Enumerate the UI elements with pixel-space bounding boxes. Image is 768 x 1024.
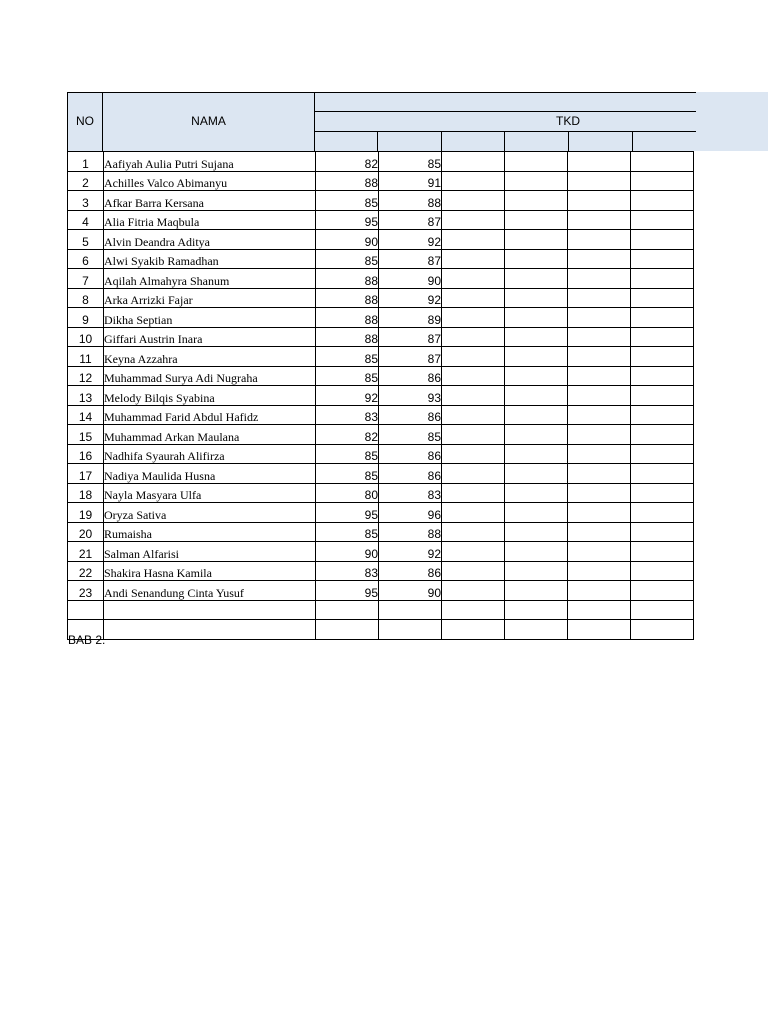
empty-cell[interactable] — [442, 152, 505, 172]
table-row — [68, 386, 694, 406]
score-cell-1[interactable]: 85 — [316, 444, 379, 464]
table-row — [68, 327, 694, 347]
empty-cell[interactable] — [442, 405, 505, 425]
empty-cell[interactable] — [568, 249, 631, 269]
score-cell-1[interactable]: 83 — [316, 561, 379, 581]
table-row — [68, 464, 694, 484]
header-line-col3 — [441, 131, 442, 151]
row-number[interactable]: 13 — [68, 386, 104, 406]
table-row — [68, 288, 694, 308]
empty-cell[interactable] — [568, 191, 631, 211]
score-cell-2[interactable]: 85 — [379, 425, 442, 445]
empty-cell[interactable] — [505, 347, 568, 367]
empty-cell[interactable] — [442, 230, 505, 250]
row-number[interactable]: 9 — [68, 308, 104, 328]
empty-cell[interactable] — [631, 366, 694, 386]
empty-cell[interactable] — [442, 581, 505, 601]
empty-cell[interactable] — [631, 464, 694, 484]
row-number[interactable]: 23 — [68, 581, 104, 601]
empty-cell[interactable] — [442, 561, 505, 581]
score-cell-1[interactable]: 82 — [316, 152, 379, 172]
table-row — [68, 600, 694, 620]
score-cell-1[interactable]: 85 — [316, 522, 379, 542]
student-name[interactable]: Dikha Septian — [104, 308, 316, 328]
empty-cell[interactable] — [505, 503, 568, 523]
student-name[interactable]: Giffari Austrin Inara — [104, 327, 316, 347]
table-row — [68, 503, 694, 523]
empty-cell[interactable] — [505, 249, 568, 269]
header-line-sub — [314, 131, 696, 132]
score-cell-1[interactable]: 83 — [316, 405, 379, 425]
empty-cell[interactable] — [631, 483, 694, 503]
score-cell-2[interactable]: 90 — [379, 581, 442, 601]
student-name[interactable]: Nadhifa Syaurah Alifirza — [104, 444, 316, 464]
score-cell-2[interactable]: 96 — [379, 503, 442, 523]
empty-cell[interactable] — [568, 347, 631, 367]
student-name[interactable]: Arka Arrizki Fajar — [104, 288, 316, 308]
row-number[interactable]: 19 — [68, 503, 104, 523]
empty-cell[interactable] — [505, 386, 568, 406]
student-name[interactable]: Keyna Azzahra — [104, 347, 316, 367]
empty-cell[interactable] — [505, 210, 568, 230]
score-cell-2[interactable]: 88 — [379, 191, 442, 211]
score-cell-2[interactable]: 87 — [379, 210, 442, 230]
empty-cell[interactable] — [631, 425, 694, 445]
empty-cell[interactable] — [442, 171, 505, 191]
empty-cell[interactable] — [442, 600, 505, 620]
student-name[interactable]: Andi Senandung Cinta Yusuf — [104, 581, 316, 601]
table-row — [68, 444, 694, 464]
header-line-mid — [314, 111, 696, 112]
empty-cell[interactable] — [505, 483, 568, 503]
empty-cell[interactable] — [631, 620, 694, 640]
table-row — [68, 308, 694, 328]
score-cell-2[interactable]: 87 — [379, 347, 442, 367]
row-number[interactable]: 16 — [68, 444, 104, 464]
table-row — [68, 542, 694, 562]
empty-cell[interactable] — [505, 366, 568, 386]
score-cell-1[interactable]: 88 — [316, 269, 379, 289]
table-row — [68, 620, 694, 640]
student-name[interactable]: Oryza Sativa — [104, 503, 316, 523]
table-row — [68, 230, 694, 250]
table-row — [68, 210, 694, 230]
score-cell-2[interactable]: 92 — [379, 542, 442, 562]
empty-cell[interactable] — [631, 308, 694, 328]
empty-cell[interactable] — [505, 230, 568, 250]
student-name[interactable]: Salman Alfarisi — [104, 542, 316, 562]
score-cell-1[interactable] — [316, 600, 379, 620]
empty-cell[interactable] — [631, 210, 694, 230]
empty-cell[interactable] — [505, 444, 568, 464]
empty-cell[interactable] — [568, 366, 631, 386]
empty-cell[interactable] — [505, 405, 568, 425]
score-cell-2[interactable]: 86 — [379, 561, 442, 581]
row-number[interactable]: 11 — [68, 347, 104, 367]
empty-cell[interactable] — [442, 386, 505, 406]
empty-cell[interactable] — [631, 561, 694, 581]
empty-cell[interactable] — [442, 249, 505, 269]
empty-cell[interactable] — [505, 542, 568, 562]
empty-cell[interactable] — [505, 288, 568, 308]
score-cell-2[interactable]: 90 — [379, 269, 442, 289]
score-cell-1[interactable]: 95 — [316, 581, 379, 601]
row-number[interactable] — [68, 600, 104, 620]
row-number[interactable]: 15 — [68, 425, 104, 445]
empty-cell[interactable] — [568, 444, 631, 464]
empty-cell[interactable] — [568, 405, 631, 425]
empty-cell[interactable] — [505, 464, 568, 484]
score-cell-2[interactable] — [379, 600, 442, 620]
table-row — [68, 269, 694, 289]
empty-cell[interactable] — [505, 522, 568, 542]
row-number[interactable]: 3 — [68, 191, 104, 211]
empty-cell[interactable] — [568, 425, 631, 445]
empty-cell[interactable] — [631, 503, 694, 523]
empty-cell[interactable] — [505, 600, 568, 620]
row-number[interactable]: 8 — [68, 288, 104, 308]
empty-cell[interactable] — [505, 191, 568, 211]
score-cell-1[interactable]: 85 — [316, 464, 379, 484]
empty-cell[interactable] — [505, 581, 568, 601]
empty-cell[interactable] — [442, 269, 505, 289]
score-cell-1[interactable]: 80 — [316, 483, 379, 503]
student-name[interactable]: Alvin Deandra Aditya — [104, 230, 316, 250]
empty-cell[interactable] — [442, 288, 505, 308]
header-line-col5 — [568, 131, 569, 151]
student-name[interactable]: Aafiyah Aulia Putri Sujana — [104, 152, 316, 172]
score-cell-1[interactable]: 88 — [316, 288, 379, 308]
empty-cell[interactable] — [631, 444, 694, 464]
student-name[interactable]: Alwi Syakib Ramadhan — [104, 249, 316, 269]
header-line-col2 — [377, 131, 378, 151]
empty-cell[interactable] — [568, 308, 631, 328]
empty-cell[interactable] — [568, 483, 631, 503]
student-name[interactable]: Muhammad Farid Abdul Hafidz — [104, 405, 316, 425]
score-cell-2[interactable]: 85 — [379, 152, 442, 172]
empty-cell[interactable] — [442, 191, 505, 211]
row-number[interactable]: 2 — [68, 171, 104, 191]
row-number[interactable]: 5 — [68, 230, 104, 250]
score-cell-1[interactable]: 95 — [316, 503, 379, 523]
empty-cell[interactable] — [442, 620, 505, 640]
empty-cell[interactable] — [568, 600, 631, 620]
score-cell-2[interactable]: 86 — [379, 366, 442, 386]
empty-cell[interactable] — [568, 210, 631, 230]
score-cell-2[interactable] — [379, 620, 442, 640]
empty-cell[interactable] — [442, 483, 505, 503]
student-name[interactable]: Achilles Valco Abimanyu — [104, 171, 316, 191]
header-line-top — [67, 92, 696, 93]
empty-cell[interactable] — [442, 503, 505, 523]
student-name[interactable]: Aqilah Almahyra Shanum — [104, 269, 316, 289]
empty-cell[interactable] — [442, 327, 505, 347]
score-cell-1[interactable]: 85 — [316, 249, 379, 269]
row-number[interactable]: 4 — [68, 210, 104, 230]
header-line-col4 — [504, 131, 505, 151]
table-row — [68, 152, 694, 172]
empty-cell[interactable] — [631, 191, 694, 211]
empty-cell[interactable] — [568, 152, 631, 172]
row-number[interactable]: 7 — [68, 269, 104, 289]
score-cell-2[interactable]: 91 — [379, 171, 442, 191]
score-cell-1[interactable]: 85 — [316, 191, 379, 211]
student-name[interactable]: Nayla Masyara Ulfa — [104, 483, 316, 503]
empty-cell[interactable] — [568, 269, 631, 289]
score-cell-2[interactable]: 86 — [379, 464, 442, 484]
student-name[interactable]: Muhammad Surya Adi Nugraha — [104, 366, 316, 386]
empty-cell[interactable] — [442, 522, 505, 542]
empty-cell[interactable] — [568, 386, 631, 406]
score-cell-1[interactable]: 90 — [316, 230, 379, 250]
score-table — [67, 151, 694, 640]
empty-cell[interactable] — [442, 464, 505, 484]
student-name[interactable]: Afkar Barra Kersana — [104, 191, 316, 211]
empty-cell[interactable] — [568, 503, 631, 523]
table-row — [68, 191, 694, 211]
score-cell-2[interactable]: 93 — [379, 386, 442, 406]
score-cell-2[interactable]: 92 — [379, 288, 442, 308]
table-row — [68, 405, 694, 425]
student-name[interactable]: Shakira Hasna Kamila — [104, 561, 316, 581]
row-number[interactable]: 1 — [68, 152, 104, 172]
score-cell-1[interactable]: 88 — [316, 308, 379, 328]
header-group-label: TKD — [556, 114, 580, 128]
student-name[interactable]: Muhammad Arkan Maulana — [104, 425, 316, 445]
empty-cell[interactable] — [631, 230, 694, 250]
empty-cell[interactable] — [568, 581, 631, 601]
student-name[interactable] — [104, 600, 316, 620]
empty-cell[interactable] — [631, 542, 694, 562]
empty-cell[interactable] — [568, 288, 631, 308]
table-row — [68, 561, 694, 581]
empty-cell[interactable] — [505, 308, 568, 328]
empty-cell[interactable] — [568, 561, 631, 581]
empty-cell[interactable] — [442, 308, 505, 328]
empty-cell[interactable] — [568, 327, 631, 347]
table-row — [68, 171, 694, 191]
row-number[interactable]: 18 — [68, 483, 104, 503]
empty-cell[interactable] — [505, 425, 568, 445]
table-row — [68, 425, 694, 445]
empty-cell[interactable] — [568, 522, 631, 542]
empty-cell[interactable] — [568, 171, 631, 191]
score-cell-2[interactable]: 87 — [379, 327, 442, 347]
empty-cell[interactable] — [631, 347, 694, 367]
empty-cell[interactable] — [505, 269, 568, 289]
empty-cell[interactable] — [442, 444, 505, 464]
header-line-col6 — [632, 131, 633, 151]
table-row — [68, 347, 694, 367]
score-cell-2[interactable]: 87 — [379, 249, 442, 269]
row-number[interactable]: 21 — [68, 542, 104, 562]
student-name[interactable]: Melody Bilqis Syabina — [104, 386, 316, 406]
row-number[interactable]: 10 — [68, 327, 104, 347]
score-cell-1[interactable]: 88 — [316, 327, 379, 347]
empty-cell[interactable] — [442, 210, 505, 230]
score-cell-1[interactable] — [316, 620, 379, 640]
score-cell-2[interactable]: 92 — [379, 230, 442, 250]
row-number[interactable]: 14 — [68, 405, 104, 425]
footer-label: BAB 2. — [68, 633, 106, 647]
row-number[interactable]: 17 — [68, 464, 104, 484]
empty-cell[interactable] — [442, 347, 505, 367]
score-cell-2[interactable]: 83 — [379, 483, 442, 503]
empty-cell[interactable] — [505, 620, 568, 640]
empty-cell[interactable] — [568, 620, 631, 640]
empty-cell[interactable] — [631, 269, 694, 289]
empty-cell[interactable] — [631, 171, 694, 191]
empty-cell[interactable] — [631, 288, 694, 308]
score-cell-1[interactable]: 95 — [316, 210, 379, 230]
score-cell-1[interactable]: 92 — [316, 386, 379, 406]
score-cell-1[interactable]: 90 — [316, 542, 379, 562]
empty-cell[interactable] — [505, 171, 568, 191]
empty-cell[interactable] — [568, 542, 631, 562]
empty-cell[interactable] — [631, 581, 694, 601]
score-cell-2[interactable]: 86 — [379, 405, 442, 425]
score-cell-1[interactable]: 88 — [316, 171, 379, 191]
score-cell-1[interactable]: 82 — [316, 425, 379, 445]
student-name[interactable]: Rumaisha — [104, 522, 316, 542]
empty-cell[interactable] — [631, 522, 694, 542]
student-name[interactable]: Nadiya Maulida Husna — [104, 464, 316, 484]
header-name-label: NAMA — [191, 114, 226, 128]
empty-cell[interactable] — [631, 600, 694, 620]
row-number[interactable]: 20 — [68, 522, 104, 542]
table-row — [68, 366, 694, 386]
empty-cell[interactable] — [631, 249, 694, 269]
empty-cell[interactable] — [568, 230, 631, 250]
empty-cell[interactable] — [631, 386, 694, 406]
score-cell-2[interactable]: 86 — [379, 444, 442, 464]
empty-cell[interactable] — [442, 542, 505, 562]
row-number[interactable]: 6 — [68, 249, 104, 269]
row-number[interactable]: 22 — [68, 561, 104, 581]
row-number[interactable]: 12 — [68, 366, 104, 386]
score-cell-1[interactable]: 85 — [316, 366, 379, 386]
table-row — [68, 483, 694, 503]
student-name[interactable] — [104, 620, 316, 640]
header-no-label: NO — [76, 114, 94, 128]
score-cell-1[interactable]: 85 — [316, 347, 379, 367]
empty-cell[interactable] — [505, 327, 568, 347]
table-row — [68, 249, 694, 269]
empty-cell[interactable] — [505, 561, 568, 581]
student-name[interactable]: Alia Fitria Maqbula — [104, 210, 316, 230]
empty-cell[interactable] — [631, 405, 694, 425]
table-row — [68, 581, 694, 601]
empty-cell[interactable] — [631, 152, 694, 172]
empty-cell[interactable] — [568, 464, 631, 484]
empty-cell[interactable] — [631, 327, 694, 347]
empty-cell[interactable] — [505, 152, 568, 172]
empty-cell[interactable] — [442, 366, 505, 386]
score-cell-2[interactable]: 88 — [379, 522, 442, 542]
empty-cell[interactable] — [442, 425, 505, 445]
score-cell-2[interactable]: 89 — [379, 308, 442, 328]
table-row — [68, 522, 694, 542]
